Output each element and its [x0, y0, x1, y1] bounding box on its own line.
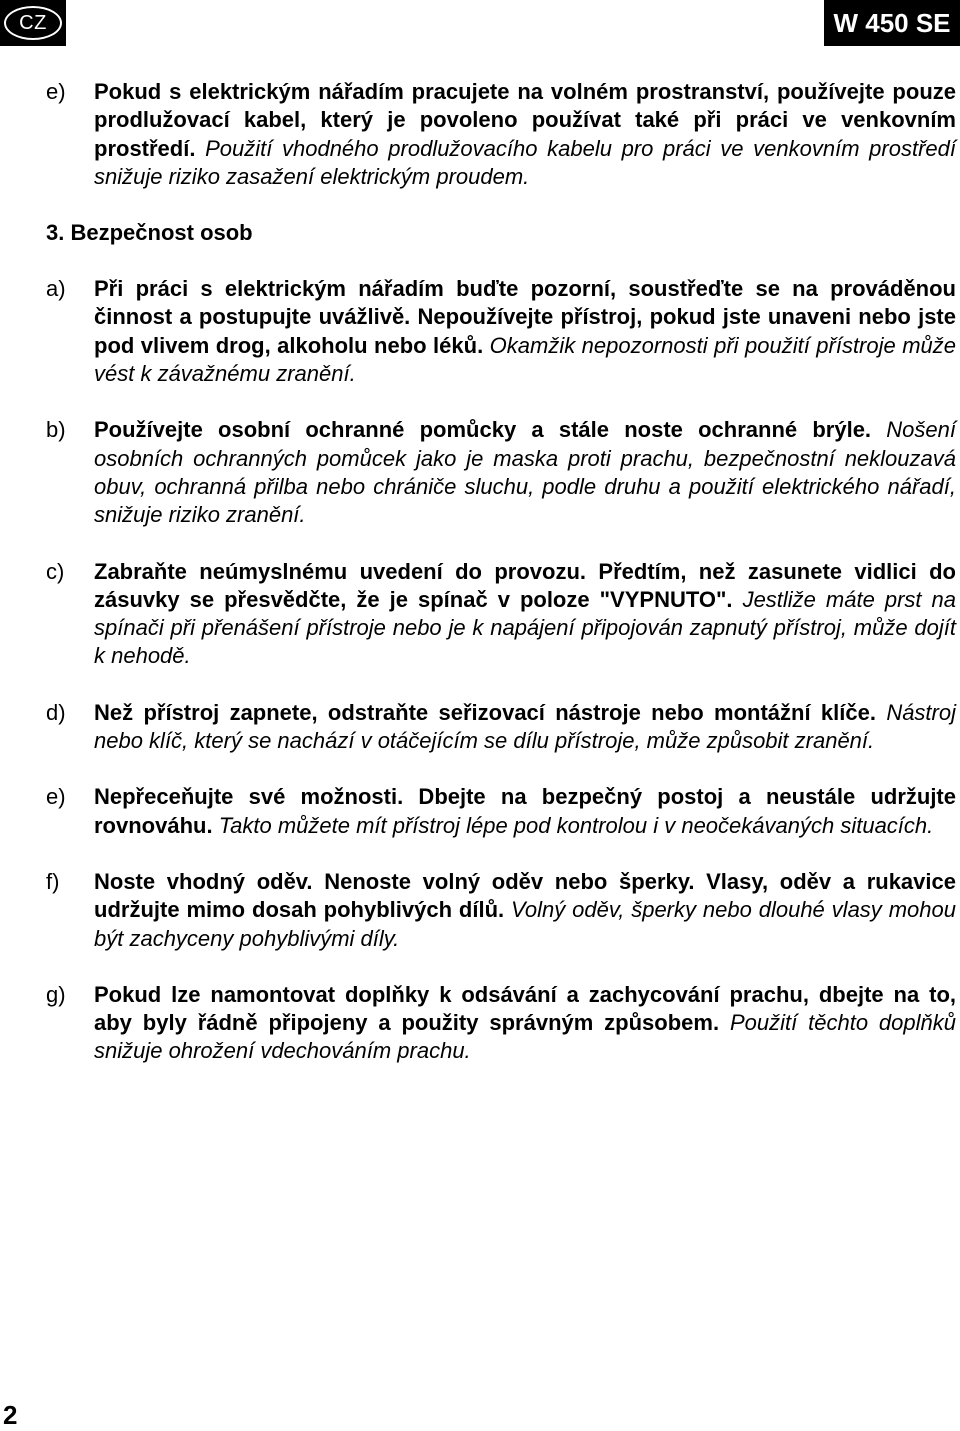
list-item-text: [94, 78, 956, 191]
instruction-italic: Takto můžete mít přístroj lépe pod kontrolou i v neočekávaných situacích.: [218, 812, 934, 838]
list-marker: d): [46, 699, 66, 725]
list-item-text: [94, 868, 956, 953]
list-item-text: [94, 699, 956, 756]
list-item-g: [46, 981, 956, 1066]
list-marker: c): [46, 558, 65, 584]
list-marker: e): [46, 784, 66, 810]
list-item-text: [94, 416, 956, 529]
language-badge-label: CZ: [4, 6, 62, 40]
list-marker: f): [46, 868, 60, 894]
list-item-b: [46, 416, 956, 529]
instruction-bold: Noste vhodný oděv. Nenoste volný oděv nebo šperky. Vlasy, oděv a rukavice udržujte mimo dosah pohyblivých dílů.: [94, 868, 956, 923]
list-item-e: [46, 783, 956, 840]
list-item-text: [94, 981, 956, 1066]
list-marker: a): [46, 276, 66, 302]
model-badge: W 450 SE: [824, 0, 960, 46]
list-marker: b): [46, 417, 66, 443]
instruction-italic: Nástroj nebo klíč, který se nachází v otáčejícím se dílu přístroje, může způsobit zranění.: [94, 699, 956, 754]
instruction-bold: Pokud s elektrickým nářadím pracujete na volném prostranství, používejte pouze prodlužovací kabel, který je povoleno používat také při práci ve venkovním prostředí.: [94, 79, 956, 161]
list-item-text: [94, 558, 956, 671]
instruction-bold: Při práci s elektrickým nářadím buďte pozorní, soustřeďte se na prováděnou činnost a postupujte uvážlivě. Nepoužívejte přístroj, pokud jste unaveni nebo jste pod vlivem drog, alkoholu nebo léků.: [94, 276, 956, 358]
instruction-italic: Jestliže máte prst na spínači při přenášení přístroje nebo je k napájení připojován zapnutý přístroj, může dojít k nehodě.: [94, 586, 956, 669]
section-heading: [46, 219, 956, 247]
section-title: Bezpečnost osob: [70, 220, 253, 246]
instruction-italic: Použití těchto doplňků snižuje ohrožení vdechováním prachu.: [94, 1010, 956, 1064]
instruction-bold: Než přístroj zapnete, odstraňte seřizovací nástroje nebo montážní klíče.: [94, 699, 876, 725]
page-number: 2: [3, 1400, 18, 1430]
list-item-c: [46, 558, 956, 671]
instruction-bold: Nepřeceňujte své možnosti. Dbejte na bezpečný postoj a neustále udržujte rovnováhu.: [94, 784, 956, 838]
instruction-italic: Okamžik nepozornosti při použití přístroje může vést k závažnému zranění.: [94, 332, 956, 387]
list-item-text: [94, 275, 956, 388]
list-item-a: [46, 275, 956, 388]
list-item-d: [46, 699, 956, 756]
list-item-text: [94, 783, 956, 840]
instruction-bold: Pokud lze namontovat doplňky k odsávání a zachycování prachu, dbejte na to, aby byly řádně připojeny a použity správným způsobem.: [94, 981, 956, 1036]
list-item-e-extension-cable: [46, 78, 956, 191]
list-item-f: [46, 868, 956, 953]
section-number: 3.: [46, 220, 65, 246]
list-marker: e): [46, 79, 66, 104]
instruction-bold: Zabraňte neúmyslnému uvedení do provozu. Předtím, než zasunete vidlici do zásuvky se přesvědčte, že je spínač v poloze "VYPNUTO".: [94, 558, 956, 612]
list-marker: g): [46, 981, 66, 1007]
instruction-bold: Používejte osobní ochranné pomůcky a stále noste ochranné brýle.: [94, 417, 872, 443]
instruction-italic: Použití vhodného prodlužovacího kabelu pro práci ve venkovním prostředí snižuje riziko zasažení elektrickým proudem.: [94, 135, 956, 189]
document-body: [46, 78, 956, 1094]
language-badge: [0, 0, 66, 46]
instruction-italic: Nošení osobních ochranných pomůcek jako je maska proti prachu, bezpečnostní neklouzavá obuv, ochranná přilba nebo chrániče sluchu, podle druhu a použití elektrického nářadí, snižuje riziko zranění.: [94, 417, 956, 528]
instruction-italic: Volný oděv, šperky nebo dlouhé vlasy mohou být zachyceny pohyblivými díly.: [94, 897, 956, 951]
